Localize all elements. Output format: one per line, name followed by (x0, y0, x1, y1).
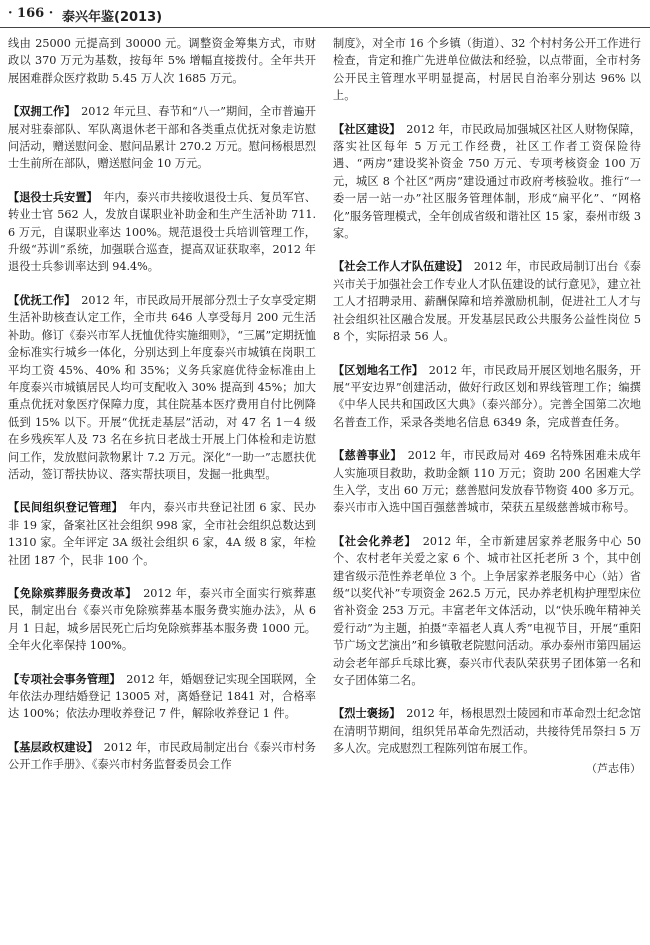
article-paragraph (333, 447, 641, 517)
page-header (0, 0, 650, 30)
article-paragraph (8, 739, 316, 774)
paragraph-body: 2012 年，杨根思烈士陵园和市革命烈士纪念馆在清明节期间，组织凭吊革命先烈活动，共接待凭吊祭扫 5 万多人次。完成慰烈工程陈列馆布展工作。 (333, 707, 641, 756)
section-heading: 【区划地名工作】 (333, 363, 418, 377)
paragraph-body: 2012 年，婚姻登记实现全国联网，全年依法办理结婚登记 13005 对，离婚登记 1841 对，合格率达 100%；依法办理收养登记 7 件，解除收养登记 1 件。 (8, 672, 316, 721)
section-heading: 【免除殡葬服务费改革】 (8, 586, 132, 600)
article-paragraph (333, 362, 641, 432)
section-heading: 【烈士褒扬】 (333, 707, 395, 721)
paragraph-body: 年内，泰兴市共接收退役士兵、复员军官、转业士官 562 人，发放自谋职业补助金和生产生活补助 711.6 万元，自谋职业率达 100%。规范退役士兵培训管理工作，升级“苏训”系统，加强联合巡查，提高双证获取率，2012 年退役士兵参训率达到 94.4%。 (8, 190, 316, 274)
section-heading: 【专项社会事务管理】 (8, 672, 116, 686)
paragraph-body: 2012 年，泰兴市全面实行殡葬惠民，制定出台《泰兴市免除殡葬基本服务费实施办法》，从 6 月 1 日起，城乡居民死亡后均免除殡葬基本服务费 1000 元。全年火化率保持 100%。 (8, 586, 316, 653)
paragraph-body: 年内，泰兴市共登记社团 6 家、民办非 19 家，备案社区社会组织 998 家，全市社会组织总数达到 1310 家。全年评定 3A 级社会组织 6 家，4A 级 8 家，年检社团 187 个，民非 100 个。 (8, 501, 316, 567)
section-heading: 【社会工作人才队伍建设】 (333, 260, 463, 274)
article-paragraph (333, 533, 641, 690)
left-column (8, 35, 316, 790)
paragraph-body: 2012 年，全市新建居家养老服务中心 50 个、农村老年关爱之家 6 个、城市社区托老所 3 个，其中创建省级示范性养老单位 3 个。上争居家养老服务中心（站）省级“以奖代补”专项资金 262.5 万元，民办养老机构护理型床位省补资金 253 万元。丰富老年文体活动，以“快乐晚年精神关爱行动”为主题，拍摄“幸福老人真人秀”电视节目，开展“重阳节广场文艺演出”和乡镇敬老院慰问活动。承办泰州市第四届运动会老年部乒乓球比赛，泰兴市代表队荣获男子团体第一名和女子团体第二名。 (333, 534, 641, 687)
article-paragraph (8, 671, 316, 723)
section-heading: 【社会化养老】 (333, 534, 411, 548)
section-heading: 【基层政权建设】 (8, 740, 93, 754)
author-signature: （芦志伟） (586, 761, 641, 775)
right-column (333, 35, 641, 776)
article-paragraph (333, 705, 641, 757)
paragraph-body: 2012 年元旦、春节和“八一”期间，全市普遍开展对驻泰部队、军队离退休老干部和各类重点优抚对象走访慰问活动，赠送慰问金、慰问品累计 270.2 万元。慰问杨根思烈士生前所在部队，赠送慰问金 10 万元。 (8, 105, 316, 171)
header-rule (0, 27, 650, 28)
page-number: · 166 · (8, 6, 54, 21)
paragraph-body: 2012 年，市民政局开展部分烈士子女享受定期生活补助核查认定工作，全市共 646 人享受每月 200 元生活补助。修订《泰兴市军人抚恤优待实施细则》，“三属”定期抚恤金标准实行城乡一体化，分别达到上年度泰兴市城镇在岗职工平均工资 45%、40% 和 35%；义务兵家庭优待金标准由上年度泰兴市城镇居民人均可支配收入 30% 提高到 45%；加大重点优抚对象医疗保障力度，其住院基本医疗费用自付比例降低到 15% 以下。开展“优抚走基层”活动，对 47 名 1－4 级在乡残疾军人及 73 名在乡抗日老战士开展上门体检和走访慰问工作，发放慰问款物累计 7.2 万元。深化“一助一”志愿扶优活动，签订帮扶协议、落实帮扶项目，发掘一批典型。 (8, 293, 316, 481)
book-title: 泰兴年鉴(2013) (62, 10, 163, 25)
paragraph-body: 线由 25000 元提高到 30000 元。调整资金筹集方式，市财政以 370 万元为基数，按每年 5% 增幅直接拨付。全年共开展困难群众医疗救助 5.45 万人次 1685 万元。 (8, 37, 316, 85)
paragraph-body: 2012 年，市民政局制订出台《泰兴市关于加强社会工作专业人才队伍建设的试行意见》，建立社工人才招聘录用、薪酬保障和培养激励机制，促进社工人才与社会组织社区融合发展。开发基层民政公共服务公益性岗位 58 个，实际招录 56 人。 (333, 260, 641, 344)
paragraph-body: 2012 年，市民政局对 469 名特殊困难未成年人实施项目救助，救助金额 110 万元；资助 200 名困难大学生入学，支出 60 万元；慈善慰问发放春节物资 400 多万元。泰兴市市入选中国百强慈善城市，荣获五星级慈善城市称号。 (333, 449, 641, 515)
section-heading: 【退役士兵安置】 (8, 190, 92, 204)
article-paragraph (8, 585, 316, 655)
article-paragraph (8, 103, 316, 173)
article-paragraph (333, 121, 641, 243)
section-heading: 【社区建设】 (333, 122, 395, 136)
paragraph-body: 2012 年，市民政局制定出台《泰兴市村务公开工作手册》、《泰兴市村务监督委员会工作 (8, 740, 316, 772)
paragraph-body: 2012 年，市民政局加强城区社区人财物保障，落实社区每年 5 万元工作经费，社区工作者工资保险待遇、“两房”建设奖补资金 750 万元、专项考核资金 100 万元，城区 8 个社区“两房”建设通过市政府考核验收。推行“一委一居一站一办”社区服务管理体制，形成“扁平化”、“网格化”服务管理模式，全年创成省级和谐社区 15 家，泰州市级 3 家。 (333, 122, 641, 241)
article-paragraph (8, 499, 316, 569)
article-paragraph (8, 189, 316, 276)
article-paragraph (8, 292, 316, 483)
paragraph-body: 2012 年，市民政局开展区划地名服务，开展“平安边界”创建活动，做好行政区划和界线管理工作；编撰《中华人民共和国政区大典》（泰兴部分）。完善全国第二次地名普查工作，采录各类地名信息 6349 条，完成普查任务。 (333, 363, 641, 429)
section-heading: 【民间组织登记管理】 (8, 501, 118, 515)
article-paragraph (333, 258, 641, 345)
paragraph-body: 制度》，对全市 16 个乡镇（街道）、32 个村村务公开工作进行检查，肯定和推广先进单位做法和经验，以点带面，全市村务公开民主管理水平明显提高，村居民自治率分别达 96% 以上。 (333, 37, 641, 103)
section-heading: 【慈善事业】 (333, 449, 397, 463)
section-heading: 【优抚工作】 (8, 293, 70, 307)
section-heading: 【双拥工作】 (8, 105, 70, 119)
article-paragraph (333, 35, 641, 105)
article-paragraph (8, 35, 316, 87)
